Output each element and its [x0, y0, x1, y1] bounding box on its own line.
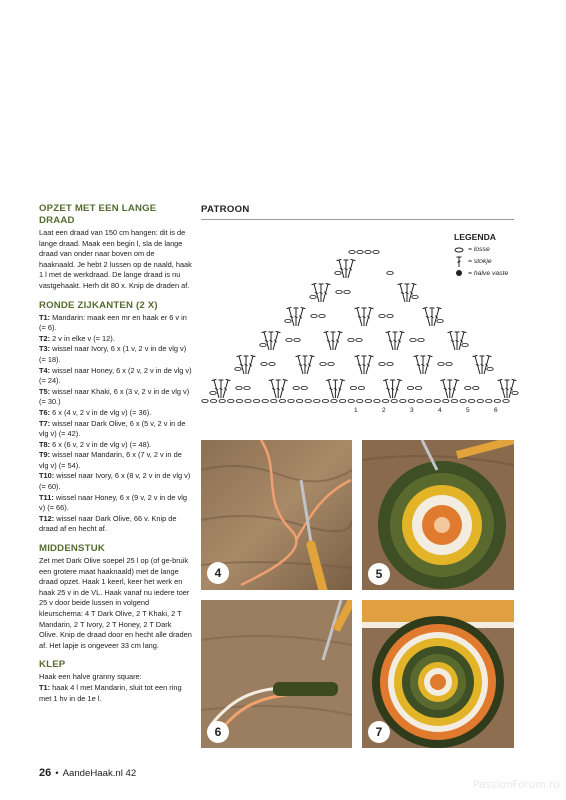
- chain-stitch: [425, 399, 431, 402]
- chain-stitch: [296, 399, 302, 402]
- section-title-middenstuk: MIDDENSTUK: [39, 543, 105, 555]
- pattern-step: [39, 440, 192, 451]
- chain-stitch: [387, 362, 393, 365]
- instructions-column: [39, 203, 192, 704]
- step-text: Mandarin: maak een mr en haak er 6 v in (= 6).: [39, 312, 187, 333]
- chain-stitch: [417, 399, 423, 402]
- pattern-step: [39, 419, 192, 440]
- photo-number-badge: 7: [368, 721, 390, 743]
- dc-stitch-bar: [426, 317, 429, 318]
- chain-stitch: [460, 399, 466, 402]
- chain-stitch: [468, 399, 474, 402]
- chain-stitch: [410, 338, 416, 341]
- chain-stitch: [293, 386, 299, 389]
- photo-step-4: [201, 440, 352, 590]
- dc-stitch-top: [386, 331, 391, 332]
- chain-stitch: [301, 386, 307, 389]
- chain-stitch: [400, 399, 406, 402]
- step-label: T9:: [39, 450, 51, 460]
- step-label: T5:: [39, 386, 51, 396]
- chain-stitch: [271, 399, 277, 402]
- chain-stitch: [465, 386, 471, 389]
- base-number-label: 3: [410, 407, 414, 414]
- dc-stitch-top: [423, 307, 428, 308]
- photo-step-7: [362, 600, 514, 748]
- step-label: T7:: [39, 418, 51, 428]
- dc-stitch-bar: [240, 365, 243, 366]
- dc-stitch-top: [400, 331, 405, 332]
- dc-stitch-bar: [327, 341, 330, 342]
- dc-stitch-bar: [389, 341, 392, 342]
- chain-stitch: [348, 338, 354, 341]
- chain-stitch: [437, 319, 443, 322]
- chain-stitch: [210, 391, 216, 394]
- chain-stitch: [311, 314, 317, 317]
- step-text: wissel naar Honey, 6 x (9 v, 2 v in de vlg v) (= 66).: [39, 492, 188, 513]
- chain-stitch: [328, 362, 334, 365]
- chain-stitch: [391, 399, 397, 402]
- chain-stitch: [434, 399, 440, 402]
- chain-stitch: [382, 399, 388, 402]
- step-text: 2 v in elke v (= 12).: [50, 333, 115, 343]
- chain-stitch: [339, 399, 345, 402]
- dc-stitch-top: [448, 331, 453, 332]
- chain-stitch: [310, 295, 316, 298]
- chain-stitch: [348, 399, 354, 402]
- chain-stitch: [379, 362, 385, 365]
- dc-stitch-bar: [451, 341, 454, 342]
- chain-stitch: [319, 314, 325, 317]
- dc-stitch-bar: [444, 389, 447, 390]
- chain-stitch: [387, 314, 393, 317]
- dc-stitch-top: [440, 379, 445, 380]
- dc-stitch-top: [462, 331, 467, 332]
- photo-step-6: [201, 600, 352, 748]
- diagram-base-numbers: [354, 407, 498, 414]
- ronde-steps-list: [39, 313, 192, 535]
- dc-stitch-top: [454, 379, 459, 380]
- chain-stitch: [244, 386, 250, 389]
- chain-stitch: [477, 399, 483, 402]
- dc-stitch-top: [326, 379, 331, 380]
- chain-stitch: [294, 338, 300, 341]
- dc-stitch-bar: [417, 365, 420, 366]
- legend-label-slst: = halve vaste: [468, 269, 509, 277]
- dc-stitch-top: [226, 379, 231, 380]
- pattern-divider: [201, 219, 514, 220]
- dc-stitch-bar: [329, 389, 332, 390]
- chain-stitch: [418, 338, 424, 341]
- photo-number-badge: 6: [207, 721, 229, 743]
- chain-stitch: [335, 271, 341, 274]
- chain-stitch: [260, 343, 266, 346]
- dc-stitch-top: [351, 259, 356, 260]
- dc-stitch-top: [337, 259, 342, 260]
- dc-stitch-top: [473, 355, 478, 356]
- section-title-klep: KLEP: [39, 659, 66, 671]
- magazine-issue: AandeHaak.nl 42: [62, 767, 137, 779]
- chain-stitch: [358, 386, 364, 389]
- dc-stitch-top: [296, 355, 301, 356]
- step-text: wissel naar Ivory, 6 x (1 v, 2 v in de vlg v) (= 18).: [39, 344, 187, 364]
- chain-stitch: [262, 399, 268, 402]
- chain-stitch: [373, 250, 379, 253]
- dc-stitch-top: [369, 307, 374, 308]
- chain-stitch: [412, 295, 418, 298]
- dc-stitch-top: [398, 283, 403, 284]
- step-label: T6:: [39, 407, 51, 417]
- dc-stitch-bar: [358, 365, 361, 366]
- pattern-step: [39, 344, 192, 365]
- dc-stitch-bar: [476, 365, 479, 366]
- dc-stitch-bar: [215, 389, 218, 390]
- dc-stitch-bar: [290, 317, 293, 318]
- chain-stitch: [320, 362, 326, 365]
- chain-stitch: [407, 386, 413, 389]
- step-text: wissel naar Mandarin, 6 x (7 v, 2 v in de vlg v) (= 54).: [39, 450, 182, 470]
- middenstuk-text: Zet met Dark Olive soepel 25 l op (of ge-bruik een grotere maat haaknaald) met de lange draad opzet. Haak 1 keerl, keer het werk en haak 25 v in de VL. Haak vanaf nu iedere toer 25 v door beide lussen in volgend kleurschema: 4 T Dark Olive, 2 T Khaki, 2 T Mandarin, 2 T Ivory, 2 T Honey, 2 T Dark Olive. Knip de draad door en hecht alle draden af. Het lapje is ongeveer 33 cm lang.: [39, 556, 192, 650]
- legend-title: LEGENDA: [454, 232, 497, 242]
- dc-stitch-bar: [272, 389, 275, 390]
- klep-intro: Haak een halve granny square:: [39, 672, 142, 682]
- chain-stitch: [487, 367, 493, 370]
- footer-bullet: •: [55, 767, 59, 779]
- watermark: PassionForum.ru: [473, 779, 560, 791]
- chain-stitch: [202, 399, 208, 402]
- dc-stitch-top: [412, 283, 417, 284]
- chain-symbol-icon: [454, 247, 464, 253]
- dc-stitch-bar: [315, 293, 318, 294]
- pattern-step: [39, 334, 192, 345]
- dc-stitch-bar: [358, 317, 361, 318]
- chain-stitch: [322, 399, 328, 402]
- chain-stitch: [285, 319, 291, 322]
- base-number-label: 4: [438, 407, 442, 414]
- legend-row-slst: [454, 268, 508, 280]
- chain-stitch: [494, 399, 500, 402]
- dc-stitch-bar: [299, 365, 302, 366]
- step-text: wissel naar Dark Olive, 66 v. Knip de draad af en hecht af.: [39, 513, 177, 534]
- chain-stitch: [438, 362, 444, 365]
- dc-stitch-bar: [386, 389, 389, 390]
- legend-row-dc: [454, 256, 508, 268]
- dc-stitch-top: [498, 379, 503, 380]
- chain-stitch: [365, 250, 371, 253]
- chain-stitch: [331, 399, 337, 402]
- step-text: 6 x (6 v, 2 v in de vlg v) (= 48).: [50, 439, 152, 449]
- dc-stitch-top: [251, 355, 256, 356]
- legend-row-chain: [454, 244, 508, 256]
- dc-stitch-top: [237, 355, 242, 356]
- dc-stitch-top: [212, 379, 217, 380]
- section-title-opzet: OPZET MET EEN LANGE DRAAD: [39, 203, 157, 226]
- chain-stitch: [261, 362, 267, 365]
- photo-number-badge: 5: [368, 563, 390, 585]
- dc-symbol-icon: [454, 256, 464, 268]
- chain-stitch: [365, 399, 371, 402]
- dc-stitch-top: [383, 379, 388, 380]
- dc-stitch-top: [324, 331, 329, 332]
- chain-stitch: [374, 399, 380, 402]
- chain-stitch: [357, 399, 363, 402]
- dc-stitch-bar: [340, 269, 343, 270]
- dc-stitch-top: [326, 283, 331, 284]
- dc-stitch-top: [487, 355, 492, 356]
- step-label: T11:: [39, 492, 54, 502]
- step-text: wissel naar Ivory, 6 x (8 v, 2 v in de vlg v) (= 60).: [39, 471, 191, 492]
- opzet-text: Laat een draad van 150 cm hangen: dit is de lange draad. Maak een begin l, sla de lange draad van onder naar boven om de haaknaald. Je hebt 2 lussen op de naald, haak 1 l met de werkdraad. De lange draad is nu vastgehaakt. Herh dit 80 x. Knip de draden af.: [39, 228, 192, 290]
- chain-stitch: [503, 399, 509, 402]
- chain-stitch: [451, 399, 457, 402]
- klep-steps-list: [39, 683, 192, 704]
- chain-stitch: [269, 362, 275, 365]
- step-label: T10:: [39, 471, 55, 481]
- chain-stitch: [350, 386, 356, 389]
- chain-stitch: [305, 399, 311, 402]
- legend-label-chain: = losse: [468, 246, 490, 253]
- step-text: wissel naar Dark Olive, 6 x (5 v, 2 v in de vlg v) (= 42).: [39, 418, 186, 439]
- dc-stitch-top: [414, 355, 419, 356]
- dc-stitch-top: [312, 283, 317, 284]
- chain-stitch: [314, 399, 320, 402]
- dc-stitch-top: [397, 379, 402, 380]
- chain-stitch: [356, 338, 362, 341]
- dc-stitch-top: [262, 331, 267, 332]
- chain-stitch: [245, 399, 251, 402]
- base-number-label: 2: [382, 407, 386, 414]
- step-label: T8:: [39, 439, 51, 449]
- dc-stitch-top: [437, 307, 442, 308]
- dc-stitch-top: [301, 307, 306, 308]
- chain-stitch: [236, 399, 242, 402]
- chain-stitch: [443, 399, 449, 402]
- chain-stitch: [446, 362, 452, 365]
- chain-stitch: [210, 399, 216, 402]
- pattern-title: PATROON: [201, 204, 250, 215]
- legend-label-dc: = stokje: [468, 257, 492, 265]
- step-text: wissel naar Khaki, 6 x (3 v, 2 v in de vlg v) (= 30.): [39, 386, 190, 407]
- dc-stitch-top: [276, 331, 281, 332]
- chain-stitch: [219, 399, 225, 402]
- pattern-step: [39, 683, 192, 704]
- pattern-step: [39, 514, 192, 535]
- step-label: T1:: [39, 682, 51, 692]
- base-number-label: 1: [354, 407, 358, 414]
- dc-stitch-top: [340, 379, 345, 380]
- dc-stitch-top: [428, 355, 433, 356]
- step-text: haak 4 l met Mandarin, sluit tot een ring met 1 hv in de 1e l.: [39, 682, 182, 703]
- dc-stitch-bar: [265, 341, 268, 342]
- dc-stitch-top: [369, 355, 374, 356]
- dc-stitch-top: [355, 355, 360, 356]
- page-number: 26: [39, 767, 52, 779]
- step-label: T1:: [39, 312, 51, 322]
- chain-stitch: [408, 399, 414, 402]
- dc-stitch-top: [269, 379, 274, 380]
- base-number-label: 6: [494, 407, 498, 414]
- photo-number-badge: 4: [207, 562, 229, 584]
- pattern-step: [39, 450, 192, 471]
- step-label: T4:: [39, 365, 51, 375]
- dc-stitch-bar: [501, 389, 504, 390]
- step-label: T12:: [39, 513, 55, 523]
- chain-stitch: [336, 290, 342, 293]
- chain-stitch: [228, 399, 234, 402]
- legend: [454, 231, 508, 279]
- chain-stitch: [236, 386, 242, 389]
- dc-stitch-top: [310, 355, 315, 356]
- chain-stitch: [512, 391, 518, 394]
- chain-stitch: [235, 367, 241, 370]
- dc-stitch-top: [283, 379, 288, 380]
- dc-stitch-top: [338, 331, 343, 332]
- chain-stitch: [379, 314, 385, 317]
- chain-stitch: [387, 271, 393, 274]
- chain-stitch: [486, 399, 492, 402]
- pattern-step: [39, 471, 192, 492]
- dc-stitch-bar: [401, 293, 404, 294]
- base-number-label: 5: [466, 407, 470, 414]
- chain-stitch: [286, 338, 292, 341]
- chain-stitch: [253, 399, 259, 402]
- step-label: T3:: [39, 344, 51, 354]
- pattern-step: [39, 493, 192, 514]
- step-text: wissel naar Honey, 6 x (2 v, 2 v in de vlg v) (= 24).: [39, 365, 192, 386]
- chain-stitch: [279, 399, 285, 402]
- chain-stitch: [344, 290, 350, 293]
- pattern-step: [39, 313, 192, 334]
- photo-step-5: [362, 440, 514, 590]
- chain-stitch: [357, 250, 363, 253]
- chain-stitch: [349, 250, 355, 253]
- step-text: 6 x (4 v, 2 v in de vlg v) (= 36).: [50, 407, 152, 417]
- step-label: T2:: [39, 333, 51, 343]
- dc-stitch-top: [512, 379, 517, 380]
- section-title-ronde: RONDE ZIJKANTEN (2 X): [39, 299, 158, 311]
- chain-stitch: [288, 399, 294, 402]
- pattern-step: [39, 387, 192, 408]
- chain-stitch: [462, 343, 468, 346]
- slst-symbol-icon: [454, 269, 464, 277]
- dc-stitch-top: [355, 307, 360, 308]
- page-footer: [39, 767, 136, 779]
- pattern-step: [39, 408, 192, 419]
- chain-stitch: [415, 386, 421, 389]
- pattern-step: [39, 366, 192, 387]
- dc-stitch-top: [287, 307, 292, 308]
- chain-stitch: [473, 386, 479, 389]
